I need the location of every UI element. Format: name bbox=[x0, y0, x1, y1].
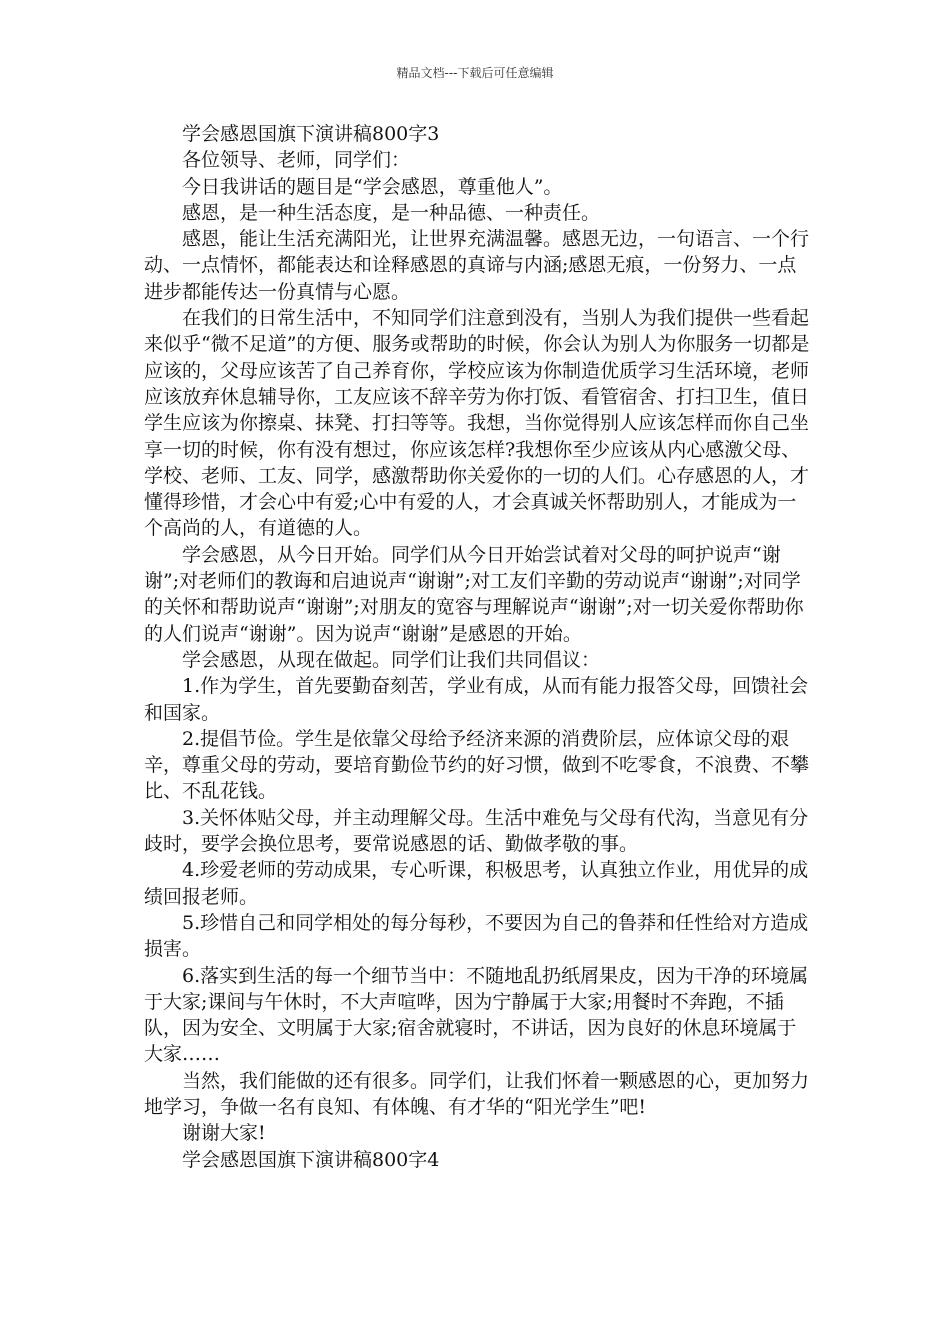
speech-title: 学会感恩国旗下演讲稿800字3 bbox=[182, 123, 440, 145]
list-item: 3.关怀体贴父母，并主动理解父母。生活中难免与父母有代沟，当意见有分歧时，要学会换位思考，要常说感恩的话、勤做孝敬的事。 bbox=[144, 806, 809, 856]
list-item: 4.珍爱老师的劳动成果，专心听课，积极思考，认真独立作业，用优异的成绩回报老师。 bbox=[144, 859, 809, 908]
list-item: 2.提倡节俭。学生是依靠父母给予经济来源的消费阶层，应体谅父母的艰辛，尊重父母的劳动，要培育勤俭节约的好习惯，做到不吃零食，不浪费、不攀比、不乱花钱。 bbox=[144, 727, 810, 803]
paragraph: 感恩，是一种生活态度，是一种品德、一种责任。 bbox=[182, 201, 601, 224]
salutation: 各位领导、老师，同学们： bbox=[182, 149, 411, 172]
list-item: 5.珍惜自己和同学相处的每分每秒，不要因为自己的鲁莽和任性给对方造成损害。 bbox=[144, 911, 809, 961]
document-body bbox=[144, 121, 812, 1173]
list-item: 1.作为学生，首先要勤奋刻苦，学业有成，从而有能力报答父母，回馈社会和国家。 bbox=[144, 675, 809, 724]
paragraph: 学会感恩，从今日开始。同学们从今日开始尝试着对父母的呵护说声“谢谢”;对老师们的教诲和启迪说声“谢谢”;对工友们辛勤的劳动说声“谢谢”;对同学的关怀和帮助说声“谢谢”;对朋友的宽容与理解说声“谢谢”;对一切关爱你帮助你的人们说声“谢谢”。因为说声“谢谢”是感恩的开始。 bbox=[144, 543, 804, 645]
paragraph: 学会感恩，从现在做起。同学们让我们共同倡议： bbox=[182, 648, 601, 671]
next-title: 学会感恩国旗下演讲稿800字4 bbox=[182, 1148, 440, 1171]
closing: 谢谢大家! bbox=[182, 1122, 266, 1145]
paragraph: 当然，我们能做的还有很多。同学们，让我们怀着一颗感恩的心，更加努力地学习，争做一名有良知、有体魄、有才华的“阳光学生”吧! bbox=[144, 1069, 810, 1118]
paragraph: 在我们的日常生活中，不知同学们注意到没有，当别人为我们提供一些看起来似乎“微不足道”的方便、服务或帮助的时候，你会认为别人为你服务一切都是应该的，父母应该苦了自己养育你，学校应该为你制造优质学习生活环境，老师应该放弃休息辅导你，工友应该不辞辛劳为你打饭、看管宿舍、打扫卫生，值日学生应该为你擦桌、抹凳、打扫等等。我想，当你觉得别人应该怎样而你自己坐享一切的时候，你有没有想过，你应该怎样?我想你至少应该从内心感激父母、学校、老师、工友、同学，感激帮助你关爱你的一切的人们。心存感恩的人，才懂得珍惜，才会心中有爱;心中有爱的人，才会真诚关怀帮助别人，才能成为一个高尚的人，有道德的人。 bbox=[144, 307, 810, 540]
list-item: 6.落实到生活的每一个细节当中：不随地乱扔纸屑果皮，因为干净的环境属于大家;课间与午休时，不大声喧哗，因为宁静属于大家;用餐时不奔跑，不插队，因为安全、文明属于大家;宿舍就寝时，不讲话，因为良好的休息环境属于大家…… bbox=[144, 964, 809, 1066]
page-header: 精品文档---下载后可任意编辑 bbox=[396, 66, 554, 80]
paragraph: 今日我讲话的题目是“学会感恩，尊重他人”。 bbox=[182, 175, 563, 198]
paragraph: 感恩，能让生活充满阳光，让世界充满温馨。感恩无边，一句语言、一个行动、一点情怀，都能表达和诠释感恩的真谛与内涵;感恩无痕，一份努力、一点进步都能传达一份真情与心愿。 bbox=[144, 228, 810, 303]
